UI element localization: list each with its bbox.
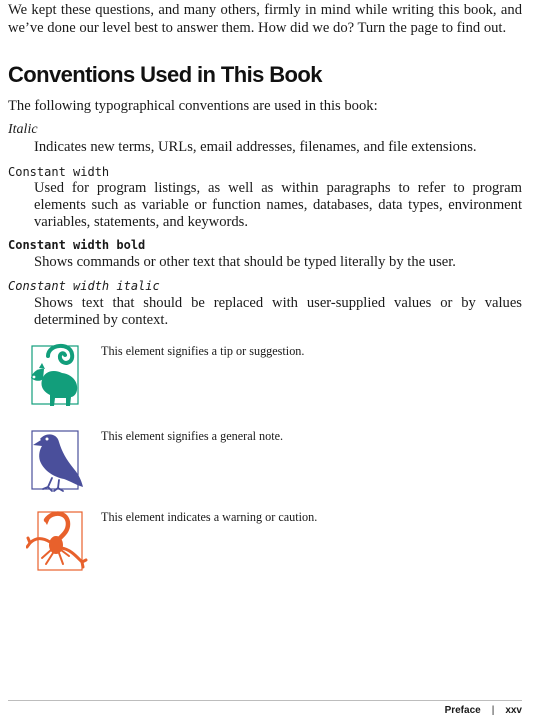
convention-term-constant-width-bold: Constant width bold <box>8 238 146 252</box>
section-heading: Conventions Used in This Book <box>8 62 322 87</box>
page-footer <box>445 705 522 716</box>
section-lead: The following typographical conventions are used in this book: <box>8 98 378 114</box>
tip-admonition <box>26 340 522 410</box>
convention-description-italic: Indicates new terms, URLs, email addresses, filenames, and file extensions. <box>34 139 477 155</box>
convention-description-constant-width-italic: Shows text that should be replaced with user-supplied values or by values determined by context. <box>34 295 522 328</box>
footer-section-label: Preface <box>444 705 481 716</box>
convention-term-constant-width-italic: Constant width italic <box>8 279 160 293</box>
note-text: This element signifies a general note. <box>101 429 284 443</box>
scorpion-icon <box>26 506 88 576</box>
convention-term-italic: Italic <box>8 122 38 137</box>
footer-divider <box>8 700 522 701</box>
convention-term-constant-width: Constant width <box>8 165 110 179</box>
warning-text: This element indicates a warning or caution. <box>101 510 318 524</box>
intro-paragraph: We kept these questions, and many others, firmly in mind while writing this book, and we’ve done our level best to answer them. How did we do? Turn the page to find out. <box>8 2 522 36</box>
convention-description-constant-width-bold: Shows commands or other text that should be typed literally by the user. <box>34 254 456 270</box>
warning-admonition <box>26 506 522 576</box>
footer-separator: | <box>491 705 495 716</box>
lemur-icon <box>26 340 88 410</box>
crow-icon <box>26 425 88 495</box>
tip-text: This element signifies a tip or suggestion. <box>101 344 305 358</box>
note-admonition <box>26 425 522 495</box>
convention-description-constant-width: Used for program listings, as well as within paragraphs to refer to program elements such as variable or function names, databases, data types, environment variables, statements, and keywords. <box>34 180 522 230</box>
footer-page-number: xxv <box>505 705 522 716</box>
